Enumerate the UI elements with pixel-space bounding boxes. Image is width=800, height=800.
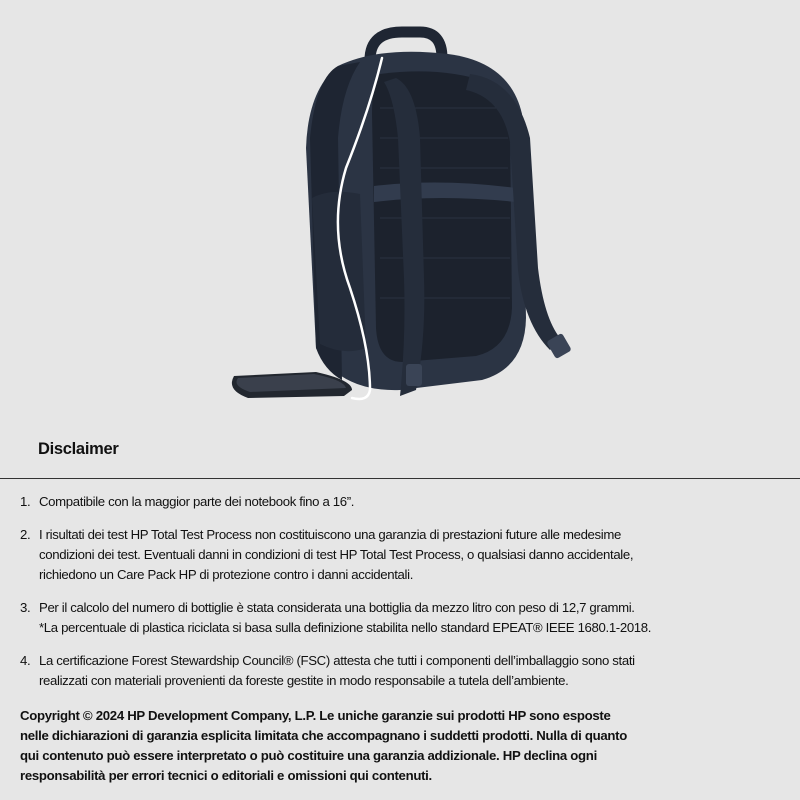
phone	[232, 372, 352, 398]
copyright-line: qui contenuto può essere interpretato o può costituire una garanzia addizionale. HP declina ogni	[20, 748, 597, 763]
disclaimer-item-4	[20, 651, 790, 691]
item-number: 3.	[20, 600, 31, 615]
item-number: 1.	[20, 494, 31, 509]
item-text: *La percentuale di plastica riciclata si basa sulla definizione stabilita nello standard EPEAT® IEEE 1680.1-2018.	[39, 620, 652, 635]
item-number: 4.	[20, 653, 31, 668]
item-number: 2.	[20, 527, 31, 542]
item-text: realizzati con materiali provenienti da foreste gestite in modo responsabile a tutela dell’ambiente.	[39, 673, 569, 688]
copyright-line: Copyright © 2024 HP Development Company, L.P. Le uniche garanzie sui prodotti HP sono esposte	[20, 708, 611, 723]
item-text: Compatibile con la maggior parte dei notebook fino a 16”.	[39, 494, 355, 509]
item-text: I risultati dei test HP Total Test Process non costituiscono una garanzia di prestazioni future alle medesime	[39, 527, 621, 542]
item-text: condizioni dei test. Eventuali danni in condizioni di test HP Total Test Process, o qualsiasi danno accidentale,	[39, 547, 634, 562]
copyright-line: nelle dichiarazioni di garanzia esplicita limitata che accompagnano i suddetti prodotti. Nulla di quanto	[20, 728, 628, 743]
disclaimer-item-1	[20, 492, 790, 512]
item-text: Per il calcolo del numero di bottiglie è stata considerata una bottiglia da mezzo litro con peso di 12,7 grammi.	[39, 600, 635, 615]
item-text: La certificazione Forest Stewardship Council® (FSC) attesta che tutti i componenti dell’imballaggio sono stati	[39, 653, 635, 668]
product-image	[220, 18, 580, 428]
disclaimer-item-2	[20, 525, 790, 585]
section-divider	[0, 478, 800, 479]
disclaimer-item-3	[20, 598, 790, 638]
disclaimer-title: Disclaimer	[38, 440, 119, 458]
copyright-notice	[20, 706, 790, 786]
copyright-line: responsabilità per errori tecnici o editoriali e omissioni qui contenuti.	[20, 768, 432, 783]
item-text: richiedono un Care Pack HP di protezione contro i danni accidentali.	[39, 567, 414, 582]
strap-buckle-left	[406, 364, 422, 386]
disclaimer-list	[20, 492, 790, 704]
backpack-mesh-panel	[372, 71, 512, 362]
